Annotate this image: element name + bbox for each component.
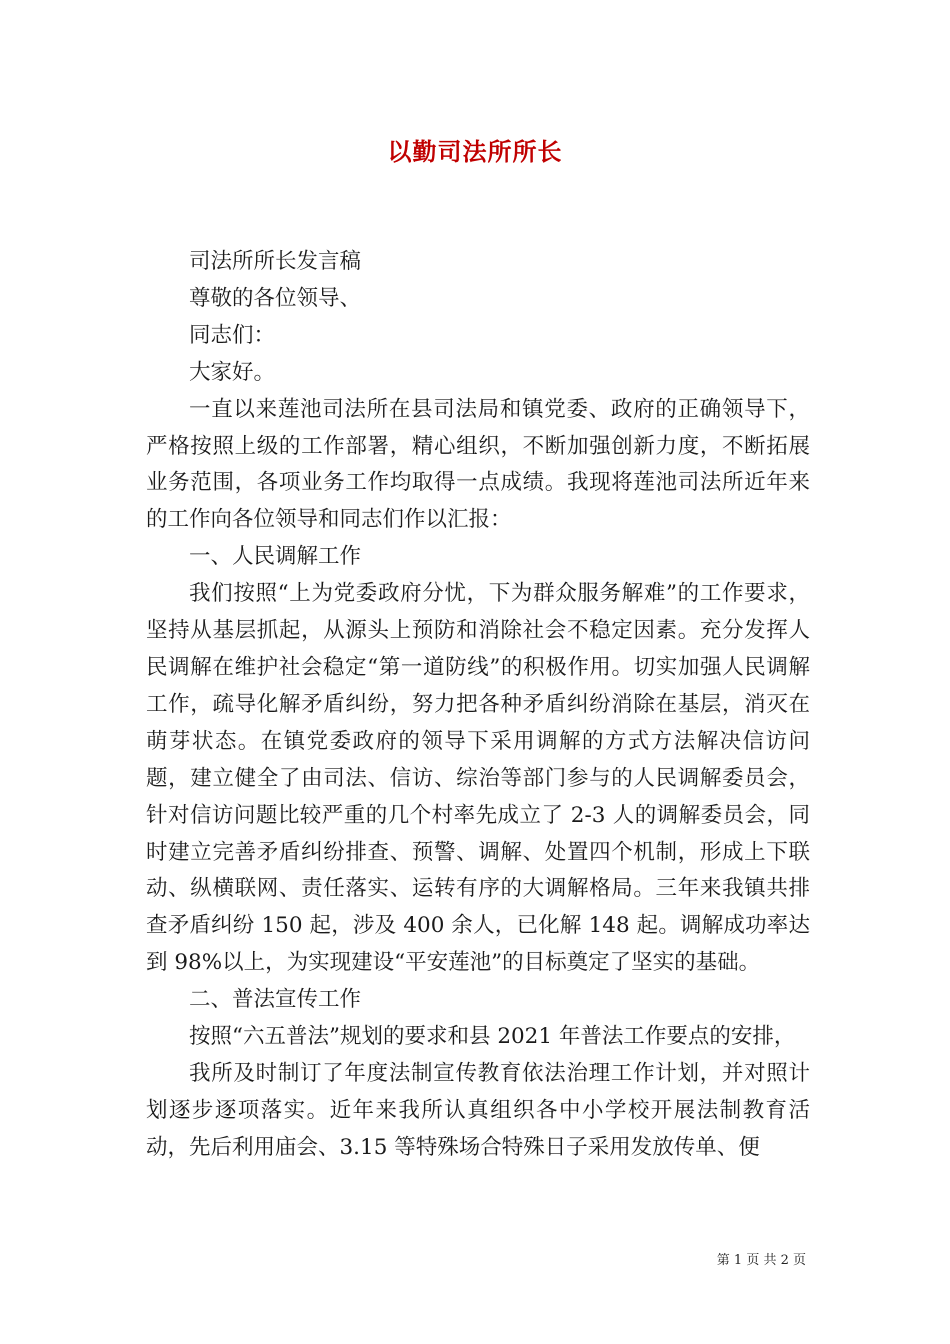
document-body [146, 244, 810, 1167]
paragraph: 我们按照“上为党委政府分忧，下为群众服务解难”的工作要求，坚持从基层抓起，从源头上预防和消除社会不稳定因素。充分发挥人民调解在维护社会稳定“第一道防线”的积极作用。切实加强人民调解工作，疏导化解矛盾纠纷，努力把各种矛盾纠纷消除在基层，消灭在萌芽状态。在镇党委政府的领导下采用调解的方式方法解决信访问题，建立健全了由司法、信访、综治等部门参与的人民调解委员会，针对信访问题比较严重的几个村率先成立了 2-3 人的调解委员会，同时建立完善矛盾纠纷排查、预警、调解、处置四个机制，形成上下联动、纵横联网、责任落实、运转有序的大调解格局。三年来我镇共排查矛盾纠纷 150 起，涉及 400 余人，已化解 148 起。调解成功率达到 98%以上，为实现建设“平安莲池”的目标奠定了坚实的基础。 [146, 581, 810, 976]
paragraph: 我所及时制订了年度法制宣传教育依法治理工作计划，并对照计划逐步逐项落实。近年来我所认真组织各中小学校开展法制教育活动，先后利用庙会、3.15 等特殊场合特殊日子采用发放传单、便 [146, 1060, 810, 1160]
paragraph: 一直以来莲池司法所在县司法局和镇党委、政府的正确领导下，严格按照上级的工作部署，精心组织，不断加强创新力度，不断拓展业务范围，各项业务工作均取得一点成绩。我现将莲池司法所近年来的工作向各位领导和同志们作以汇报： [146, 396, 810, 533]
paragraph: 尊敬的各位领导、 [189, 285, 362, 311]
section-heading: 一、人民调解工作 [189, 544, 362, 570]
page-number: 第 1 页 共 2 页 [716, 1253, 806, 1268]
document-title: 以勤司法所所长 [387, 137, 563, 166]
paragraph: 大家好。 [189, 359, 276, 385]
paragraph: 司法所所长发言稿 [189, 249, 362, 274]
paragraph: 按照“六五普法”规划的要求和县 2021 年普法工作要点的安排， [189, 1024, 796, 1050]
paragraph: 同志们： [189, 322, 276, 348]
section-heading: 二、普法宣传工作 [189, 987, 362, 1013]
